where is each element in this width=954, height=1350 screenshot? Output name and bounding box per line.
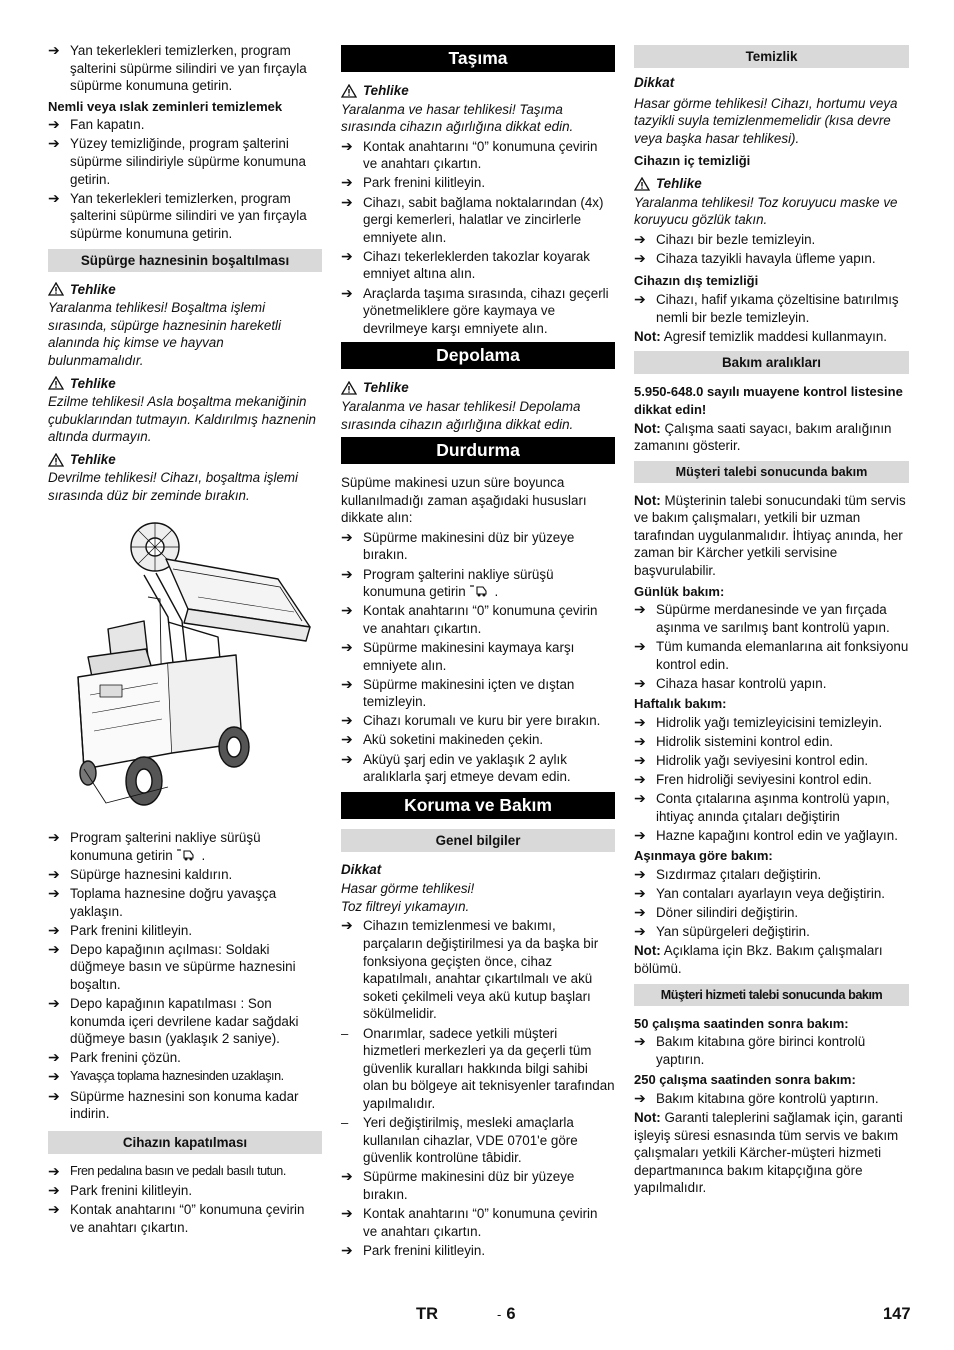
note-text: Not: Müşterinin talebi sonucundaki tüm servis ve bakım çalışmaları, yetkili bir uzman tarafından uygulanmalıdır. İhtiyaç anında, her zaman bir Kärcher yetkili servisine başvurulabilir.	[634, 492, 906, 579]
transport-section-header: Taşıma	[341, 45, 615, 72]
sweeper-emptying-illustration	[48, 517, 322, 817]
arrow-right-icon: ➔	[341, 1204, 353, 1221]
list-item: ➔ Yan contaları ayarlayın veya değiştirin.	[634, 885, 886, 902]
caution-heading: Dikkat	[341, 861, 382, 877]
transport-drive-icon	[176, 848, 198, 861]
device-shutdown-section-header: Cihazın kapatılması	[48, 1131, 322, 1154]
list-item: ➔ Yan tekerlekleri temizlerken, program şalterini süpürme silindiri ve yan fırçayla süpürme konumuna getirin.	[48, 42, 307, 94]
page-footer	[0, 1306, 954, 1330]
column-middle	[341, 45, 615, 1261]
daily-maintenance-heading: Günlük bakım:	[634, 583, 725, 599]
list-item: ➔ Kontak anahtarını “0” konumuna çevirin ve anahtarı çıkartın.	[341, 602, 598, 636]
section-page-number: - 6	[497, 1305, 516, 1323]
arrow-right-icon: ➔	[48, 865, 60, 882]
arrow-right-icon: ➔	[341, 638, 353, 655]
arrow-right-icon: ➔	[634, 249, 646, 266]
note-text: Not: Garanti taleplerini sağlamak için, garanti işleyiş süresi esnasında tüm servis ve bakım çalışmaları yetkili Kärcher-müşteri hizmeti departmanınca bakım kitapçığına göre yapılmalıdır.	[634, 1110, 903, 1196]
note-text: Not: Çalışma saati sayacı, bakım aralığının zamanını gösterir.	[634, 420, 892, 454]
outer-cleaning-heading: Cihazın dış temizliği	[634, 273, 759, 289]
emptying-bullet-list	[48, 829, 322, 1123]
transport-bullet-list	[341, 138, 615, 338]
list-item: ➔ Süpürme makinesini düz bir yüzeye bırakın.	[341, 528, 575, 563]
arrow-right-icon: ➔	[634, 904, 646, 921]
warning-triangle-icon	[634, 177, 650, 191]
cleaning-section-header: Temizlik	[634, 45, 909, 68]
list-item: ➔ Fren pedalına basın ve pedalı basılı tutun.	[48, 1162, 286, 1179]
dash-marker: –	[341, 1115, 349, 1130]
weekly-maintenance-heading: Haftalık bakım:	[634, 696, 727, 712]
arrow-right-icon: ➔	[48, 1162, 60, 1179]
decommission-section-header: Durdurma	[341, 437, 615, 464]
list-item: ➔ Süpürme makinesini düz bir yüzeye bırakın.	[341, 1168, 575, 1202]
list-item: ➔ Bakım kitabına göre birinci kontrolü yaptırın.	[634, 1033, 866, 1067]
list-item: ➔ Cihazı bir bezle temizleyin.	[634, 230, 816, 247]
wet-floor-heading: Nemli veya ıslak zeminleri temizlemek	[48, 98, 283, 114]
arrow-right-icon: ➔	[341, 917, 353, 934]
list-item: ➔ Süpürme makinesini kaymaya karşı emniyete alın.	[341, 638, 575, 673]
warning-triangle-icon	[341, 381, 357, 395]
list-item: ➔ Cihazı, hafif yıkama çözeltisine batırılmış nemli bir bezle temizleyin.	[634, 291, 899, 325]
warning-triangle-icon	[341, 84, 357, 98]
list-item: ➔ Conta çıtalarına aşınma kontrolü yapın, ihtiyaç anında çıtaları değiştirin	[634, 790, 890, 824]
arrow-right-icon: ➔	[341, 1168, 353, 1185]
arrow-right-icon: ➔	[48, 885, 60, 902]
list-item: ➔ Cihazı korumalı ve kuru bir yere bırakın.	[341, 712, 601, 729]
list-item: ➔ Bakım kitabına göre kontrolü yaptırın.	[634, 1090, 879, 1106]
list-item: ➔ Akü soketini makineden çekin.	[341, 731, 544, 748]
caution-heading: Dikkat	[634, 75, 675, 90]
danger-text: Yaralanma ve hasar tehlikesi! Taşıma sırasında cihazın ağırlığına dikkat edin.	[341, 101, 574, 135]
list-item: ➔ Döner silindiri değiştirin.	[634, 904, 799, 921]
danger-heading: Tehlike	[48, 375, 322, 393]
emptying-section-header: Süpürge haznesinin boşaltılması	[48, 249, 322, 272]
list-item: – Yeri değiştirilmiş, mesleki amaçlarla kullanılan cihazlar, VDE 0701'e göre güvenlik kontrolüne tâbidir.	[341, 1115, 578, 1166]
arrow-right-icon: ➔	[48, 1049, 60, 1066]
danger-heading: Tehlike	[48, 281, 322, 299]
caution-text: Hasar görme tehlikesi!	[341, 881, 475, 897]
general-bullet-list	[341, 1168, 615, 1259]
list-item: ➔ Depo kapağının açılması: Soldaki düğmeye basın ve süpürme haznesini boşaltın.	[48, 940, 296, 992]
list-item: ➔ Cihazın temizlenmesi ve bakımı, parçaların değiştirilmesi ya da başka bir fonksiyona geçişten önce, cihaz kapatılmalı, anahtar çıkartılmalı ve akü soketi çekilmeli veya akü kutup başları sökülmelidir.	[341, 917, 599, 1022]
arrow-right-icon: ➔	[634, 713, 646, 730]
outer-cleaning-bullet-list	[634, 291, 909, 326]
general-dash-list	[341, 1025, 615, 1167]
decommission-bullet-list	[341, 529, 615, 786]
list-item: ➔ Program şalterini nakliye sürüşü konumuna getirin .	[341, 565, 554, 600]
general-info-section-header: Genel bilgiler	[341, 829, 615, 852]
dash-marker: –	[341, 1025, 349, 1041]
arrow-right-icon: ➔	[634, 866, 646, 883]
list-item: ➔ Park frenini çözün.	[48, 1049, 181, 1066]
note-text: Not: Agresif temizlik maddesi kullanmayın.	[634, 328, 888, 344]
column-left	[48, 42, 322, 1238]
arrow-right-icon: ➔	[634, 1033, 646, 1050]
danger-text: Yaralanma tehlikesi! Toz koruyucu maske ve koruyucu gözlük takın.	[634, 194, 898, 228]
danger-text: Yaralanma tehlikesi! Boşaltma işlemi sırasında, süpürge haznesinin hareketli alanında hiç kimse ve hayvan bulunmamalıdır.	[48, 300, 281, 368]
list-item: ➔ Cihazı, sabit bağlama noktalarından (4x) gergi kemerleri, halatlar ve zincirlerle emniyete alın.	[341, 193, 604, 245]
arrow-right-icon: ➔	[48, 42, 60, 58]
arrow-right-icon: ➔	[341, 602, 353, 619]
list-item: ➔ Fan kapatın.	[48, 116, 145, 133]
list-item: ➔ Süpürme makinesini içten ve dıştan temizleyin.	[341, 675, 575, 710]
danger-text: Devrilme tehlikesi! Cihazı, boşaltma işlemi sırasında düz bir zeminde bırakın.	[48, 470, 299, 504]
inner-cleaning-bullet-list	[634, 231, 909, 268]
arrow-right-icon: ➔	[341, 750, 353, 767]
arrow-right-icon: ➔	[48, 116, 60, 133]
arrow-right-icon: ➔	[341, 193, 353, 210]
arrow-right-icon: ➔	[341, 731, 353, 748]
250-hour-bullet-list	[634, 1090, 909, 1108]
arrow-right-icon: ➔	[341, 284, 353, 301]
checklist-notice: 5.950-648.0 sayılı muayene kontrol listesine dikkat edin!	[634, 384, 903, 417]
danger-text: Yaralanma ve hasar tehlikesi! Depolama sırasında cihazın ağırlığına dikkat edin.	[341, 398, 581, 432]
list-item: ➔ Kontak anahtarını “0” konumuna çevirin ve anahtarı çıkartın.	[48, 1200, 305, 1235]
arrow-right-icon: ➔	[48, 940, 60, 957]
list-item: ➔ Araçlarda taşıma sırasında, cihazı geçerli yönetmeliklere göre kaymaya ve devrilmeye karşı emniyete alın.	[341, 284, 609, 336]
arrow-right-icon: ➔	[48, 1068, 60, 1085]
arrow-right-icon: ➔	[634, 826, 646, 843]
list-item: ➔ Hidrolik yağı temizleyicisini temizleyin.	[634, 713, 883, 730]
arrow-right-icon: ➔	[48, 189, 60, 206]
list-item: ➔ Yan süpürgeleri değiştirin.	[634, 923, 810, 940]
list-item: ➔ Kontak anahtarını “0” konumuna çevirin ve anahtarı çıkartın.	[341, 137, 598, 172]
warning-triangle-icon	[48, 282, 64, 296]
list-item: ➔ Cihazı tekerleklerden takozlar koyarak emniyet altına alın.	[341, 247, 591, 282]
arrow-right-icon: ➔	[341, 565, 353, 582]
250-hour-maintenance-heading: 250 çalışma saatinden sonra bakım:	[634, 1072, 856, 1088]
weekly-maintenance-bullet-list	[634, 714, 909, 845]
list-item: ➔ Süpürme merdanesinde ve yan fırçada aşınma ve sarılmış bant kontrolü yapın.	[634, 601, 890, 635]
arrow-right-icon: ➔	[341, 174, 353, 191]
arrow-right-icon: ➔	[48, 995, 60, 1012]
list-item: ➔ Park frenini kilitleyin.	[48, 1181, 193, 1198]
list-item: ➔ Kontak anahtarını “0” konumuna çevirin ve anahtarı çıkartın.	[341, 1204, 598, 1239]
list-item: ➔ Tüm kumanda elemanlarına ait fonksiyonu kontrol edin.	[634, 637, 909, 672]
warning-triangle-icon	[48, 376, 64, 390]
list-item: ➔ Hazne kapağını kontrol edin ve yağlayın.	[634, 826, 898, 843]
arrow-right-icon: ➔	[634, 771, 646, 788]
arrow-right-icon: ➔	[48, 921, 60, 938]
list-item: ➔ Aküyü şarj edin ve yaklaşık 2 aylık aralıklarla şarj etmeye devam edin.	[341, 750, 571, 785]
list-item: ➔ Park frenini kilitleyin.	[341, 174, 486, 191]
list-item: ➔ Park frenini kilitleyin.	[341, 1241, 486, 1258]
50-hour-bullet-list	[634, 1033, 909, 1068]
arrow-right-icon: ➔	[634, 637, 646, 654]
arrow-right-icon: ➔	[341, 247, 353, 264]
list-item: – Onarımlar, sadece yetkili müşteri hizmetleri merkezleri ya da geçerli tüm güvenlik kuralları hakkında bilgi sahibi olan bu bölgeye ait teknisyenler tarafından yapılmalıdır.	[341, 1025, 615, 1111]
decommission-intro: Süpüme makinesi uzun süre boyunca kullanılmadığı zaman aşağıdaki hususları dikkate alın:	[341, 475, 587, 526]
list-item: ➔ Park frenini kilitleyin.	[48, 921, 193, 938]
list-item: ➔ Süpürge haznesini kaldırın.	[48, 865, 233, 882]
list-item: ➔ Program şalterini nakliye sürüşü konumuna getirin .	[48, 829, 261, 863]
danger-heading: Tehlike	[634, 175, 909, 193]
storage-section-header: Depolama	[341, 342, 615, 369]
arrow-right-icon: ➔	[48, 829, 60, 846]
language-code: TR	[416, 1305, 438, 1323]
list-item: ➔ Toplama haznesine doğru yavaşça yaklaşın.	[48, 885, 277, 919]
list-item: ➔ Yan tekerlekleri temizlerken, program şalterini süpürme silindiri ve yan fırçayla süpürme konumuna getirin.	[48, 189, 307, 241]
care-maintenance-section-header: Koruma ve Bakım	[341, 792, 615, 819]
list-item: ➔ Cihaza hasar kontrolü yapın.	[634, 674, 827, 691]
50-hour-maintenance-heading: 50 çalışma saatinden sonra bakım:	[634, 1015, 849, 1031]
page-number: 147	[883, 1305, 911, 1323]
arrow-right-icon: ➔	[48, 1181, 60, 1198]
device-shutdown-bullet-list	[48, 1163, 322, 1236]
list-item: ➔ Hidrolik sistemini kontrol edin.	[634, 732, 834, 749]
danger-heading: Tehlike	[341, 82, 615, 100]
transport-drive-icon	[469, 584, 491, 597]
arrow-right-icon: ➔	[634, 291, 646, 308]
arrow-right-icon: ➔	[634, 732, 646, 749]
arrow-right-icon: ➔	[48, 1087, 60, 1104]
arrow-right-icon: ➔	[634, 1090, 646, 1106]
list-item: ➔ Süpürme haznesini son konuma kadar indirin.	[48, 1087, 299, 1122]
danger-heading: Tehlike	[341, 379, 615, 397]
arrow-right-icon: ➔	[634, 674, 646, 691]
maintenance-intervals-section-header: Bakım aralıkları	[634, 351, 909, 374]
list-item: ➔ Yüzey temizliğinde, program şalterini süpürme silindiriyle süpürme konumuna getirin.	[48, 135, 306, 187]
daily-maintenance-bullet-list	[634, 601, 909, 692]
arrow-right-icon: ➔	[48, 135, 60, 152]
list-item: ➔ Hidrolik yağı seviyesini kontrol edin.	[634, 752, 869, 768]
arrow-right-icon: ➔	[634, 885, 646, 902]
arrow-right-icon: ➔	[634, 790, 646, 807]
arrow-right-icon: ➔	[634, 230, 646, 247]
list-item: ➔ Cihaza tazyikli havayla üfleme yapın.	[634, 249, 876, 266]
wet-floor-bullet-list	[48, 116, 322, 242]
inner-cleaning-heading: Cihazın iç temizliği	[634, 153, 751, 169]
list-item: ➔ Fren hidroliği seviyesini kontrol edin.	[634, 771, 872, 788]
arrow-right-icon: ➔	[341, 1241, 353, 1258]
wear-maintenance-heading: Aşınmaya göre bakım:	[634, 848, 773, 864]
column-right	[634, 45, 909, 1199]
warning-triangle-icon	[48, 453, 64, 467]
list-item: ➔ Sızdırmaz çıtaları değiştirin.	[634, 866, 822, 883]
note-text: Not: Açıklama için Bkz. Bakım çalışmaları bölümü.	[634, 943, 883, 977]
arrow-right-icon: ➔	[634, 923, 646, 940]
danger-heading: Tehlike	[48, 451, 322, 469]
caution-text: Toz filtreyi yıkamayın.	[341, 898, 470, 914]
arrow-right-icon: ➔	[341, 137, 353, 154]
arrow-right-icon: ➔	[634, 752, 646, 768]
list-item: ➔ Depo kapağının kapatılması : Son konumda içeri devrilene kadar sağdaki düğmeye basın (yaklaşık 2 saniye).	[48, 995, 299, 1047]
arrow-right-icon: ➔	[341, 675, 353, 692]
list-item: ➔ Yavaşça toplama haznesinden uzaklaşın.	[48, 1068, 284, 1085]
customer-maintenance-section-header: Müşteri talebi sonucunda bakım	[634, 461, 909, 483]
caution-text: Hasar görme tehlikesi! Cihazı, hortumu veya tazyikli suyla temizlenmemelidir (kısa devre veya başka hasar tehlikesi).	[634, 95, 898, 146]
arrow-right-icon: ➔	[341, 712, 353, 729]
service-maintenance-section-header: Müşteri hizmeti talebi sonucunda bakım	[634, 984, 909, 1006]
arrow-right-icon: ➔	[341, 528, 353, 545]
arrow-right-icon: ➔	[634, 601, 646, 618]
danger-text: Ezilme tehlikesi! Asla boşaltma mekaniğinin çubuklarından tutmayın. Kaldırılmış haznenin altında durmayın.	[48, 394, 316, 445]
wear-maintenance-bullet-list	[634, 866, 909, 941]
top-bullet-list	[48, 42, 322, 95]
arrow-right-icon: ➔	[48, 1200, 60, 1217]
